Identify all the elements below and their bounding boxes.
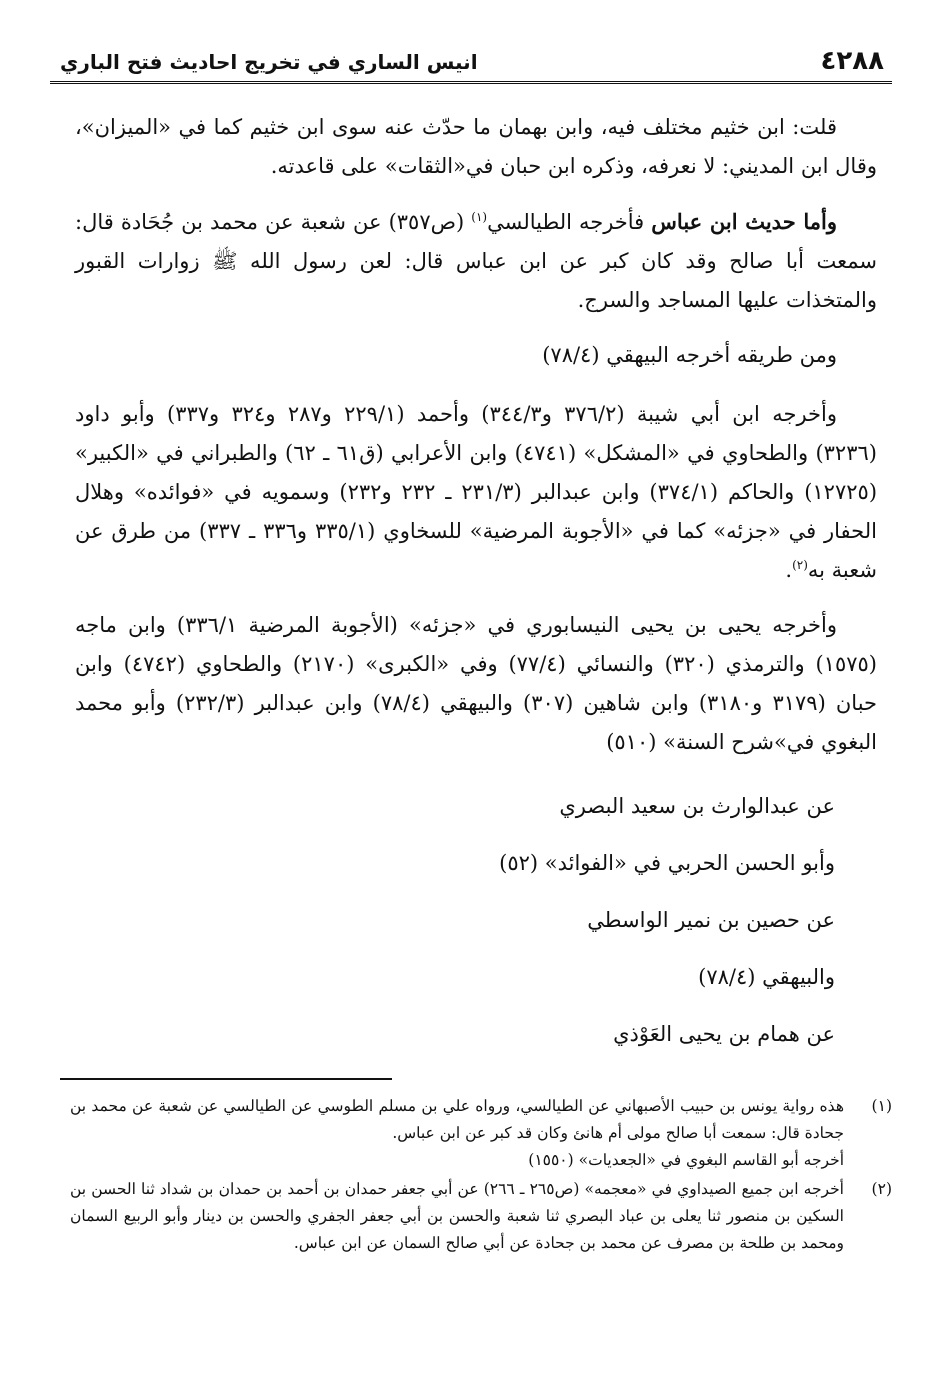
paragraph-2	[75, 202, 877, 320]
paragraph-2-heading: وأما حديث ابن عباس	[651, 209, 838, 234]
main-text	[75, 108, 877, 1063]
footnote-text: أخرجه ابن جميع الصيداوي في «معجمه» (ص٢٦٥ ـ ٢٦٦) عن أبي جعفر حمدان بن أحمد بن حمدان بن شداد ثنا الحسن بن السكين بن منصور ثنا يعلى بن عباد البصري ثنا شعبة والحسن بن أبي جعفر الجفري والحسن بن دينار وأبو الربيع السمان ومحمد بن طلحة بن مصرف عن محمد بن جحادة عن أبي صالح السمان عن ابن عباس.	[70, 1180, 844, 1252]
chain-line: والبيهقي (٧٨/٤)	[698, 965, 835, 989]
footnote-separator	[60, 1078, 392, 1080]
footnote-text: هذه رواية يونس بن حبيب الأصبهاني عن الطيالسي، ورواه علي بن مسلم الطوسي عن الطيالسي عن شعبة عن محمد بن جحادة قال: سمعت أبا صالح مولى أم هانئ وكان قد كبر عن ابن عباس.	[70, 1097, 844, 1142]
chain-line: عن همام بن يحيى العَوْذي	[613, 1022, 835, 1046]
paragraph-4-end: .	[785, 558, 793, 582]
paragraph-2-text-b: (ص٣٥٧) عن شعبة عن محمد بن جُحَادة قال: سمعت أبا صالح وقد كان كبر عن ابن عباس قال: لعن رسول الله ﷺ زوارات القبور والمتخذات عليها المساجد والسرج.	[75, 210, 877, 312]
paragraph-5: وأخرجه يحيى بن يحيى النيسابوري في «جزئه» (الأجوبة المرضية ٣٣٦/١) وابن ماجه (١٥٧٥) والترمذي (٣٢٠) والنسائي (٧٧/٤) وفي «الكبرى» (٢١٧٠) والطحاوي (٤٧٤٢) وابن حبان (٣١٧٩ و٣١٨٠) وابن شاهين (٣٠٧) والبيهقي (٧٨/٤) وابن عبدالبر (٢٣٢/٣) وأبو محمد البغوي في»شرح السنة» (٥١٠)	[75, 613, 878, 754]
footnote-number: (١)	[871, 1097, 892, 1115]
chain-line: عن عبدالوارث بن سعيد البصري	[559, 794, 835, 818]
paragraph-4	[75, 395, 877, 590]
paragraph-2-text-a: فأخرجه الطيالسي	[487, 210, 652, 234]
paragraph-3: ومن طريقه أخرجه البيهقي (٧٨/٤)	[542, 343, 837, 367]
footnotes	[70, 1093, 892, 1259]
paragraph-4-text: وأخرجه ابن أبي شيبة (٣٧٦/٢ و٣٤٤/٣) وأحمد (٢٢٩/١ و٢٨٧ و٣٢٤ و٣٣٧) وأبو داود (٣٢٣٦) والطحاوي في «المشكل» (٤٧٤١) وابن الأعرابي (ق٦١ ـ ٦٢) والطبراني في «الكبير» (١٢٧٢٥) والحاكم (٣٧٤/١) وابن عبدالبر (٢٣١/٣ ـ ٢٣٢ و٢٣٢) وسمويه في «فوائده» وهلال الحفار في «جزئه» كما في «الأجوبة المرضية» للسخاوي (٣٣٥/١ و٣٣٦ ـ ٣٣٧) من طرق عن شعبة به	[75, 402, 878, 582]
isnad-chain	[75, 778, 877, 1063]
paragraph-1: قلت: ابن خثيم مختلف فيه، وابن بهمان ما حدّث عنه سوى ابن خثيم كما في «الميزان»، وقال ابن المديني: لا نعرفه، وذكره ابن حبان في«الثقات» على قاعدته.	[75, 115, 877, 178]
chain-line: عن حصين بن نمير الواسطي	[587, 908, 835, 932]
page-number: ٤٢٨٨	[820, 46, 884, 76]
running-title: انيس الساري في تخريج احاديث فتح الباري	[60, 50, 478, 74]
footnote-number: (٢)	[871, 1180, 892, 1198]
chain-line: وأبو الحسن الحربي في «الفوائد» (٥٢)	[499, 851, 835, 875]
page-header	[50, 40, 892, 84]
footnote-1	[70, 1093, 892, 1174]
footnote-text: أخرجه أبو القاسم البغوي في «الجعديات» (١٥٥٠)	[528, 1151, 844, 1169]
footnote-ref-1[interactable]: (١)	[471, 210, 488, 224]
footnote-2	[70, 1176, 892, 1257]
header-rule	[50, 81, 892, 84]
footnote-ref-2[interactable]: (٢)	[792, 558, 808, 572]
